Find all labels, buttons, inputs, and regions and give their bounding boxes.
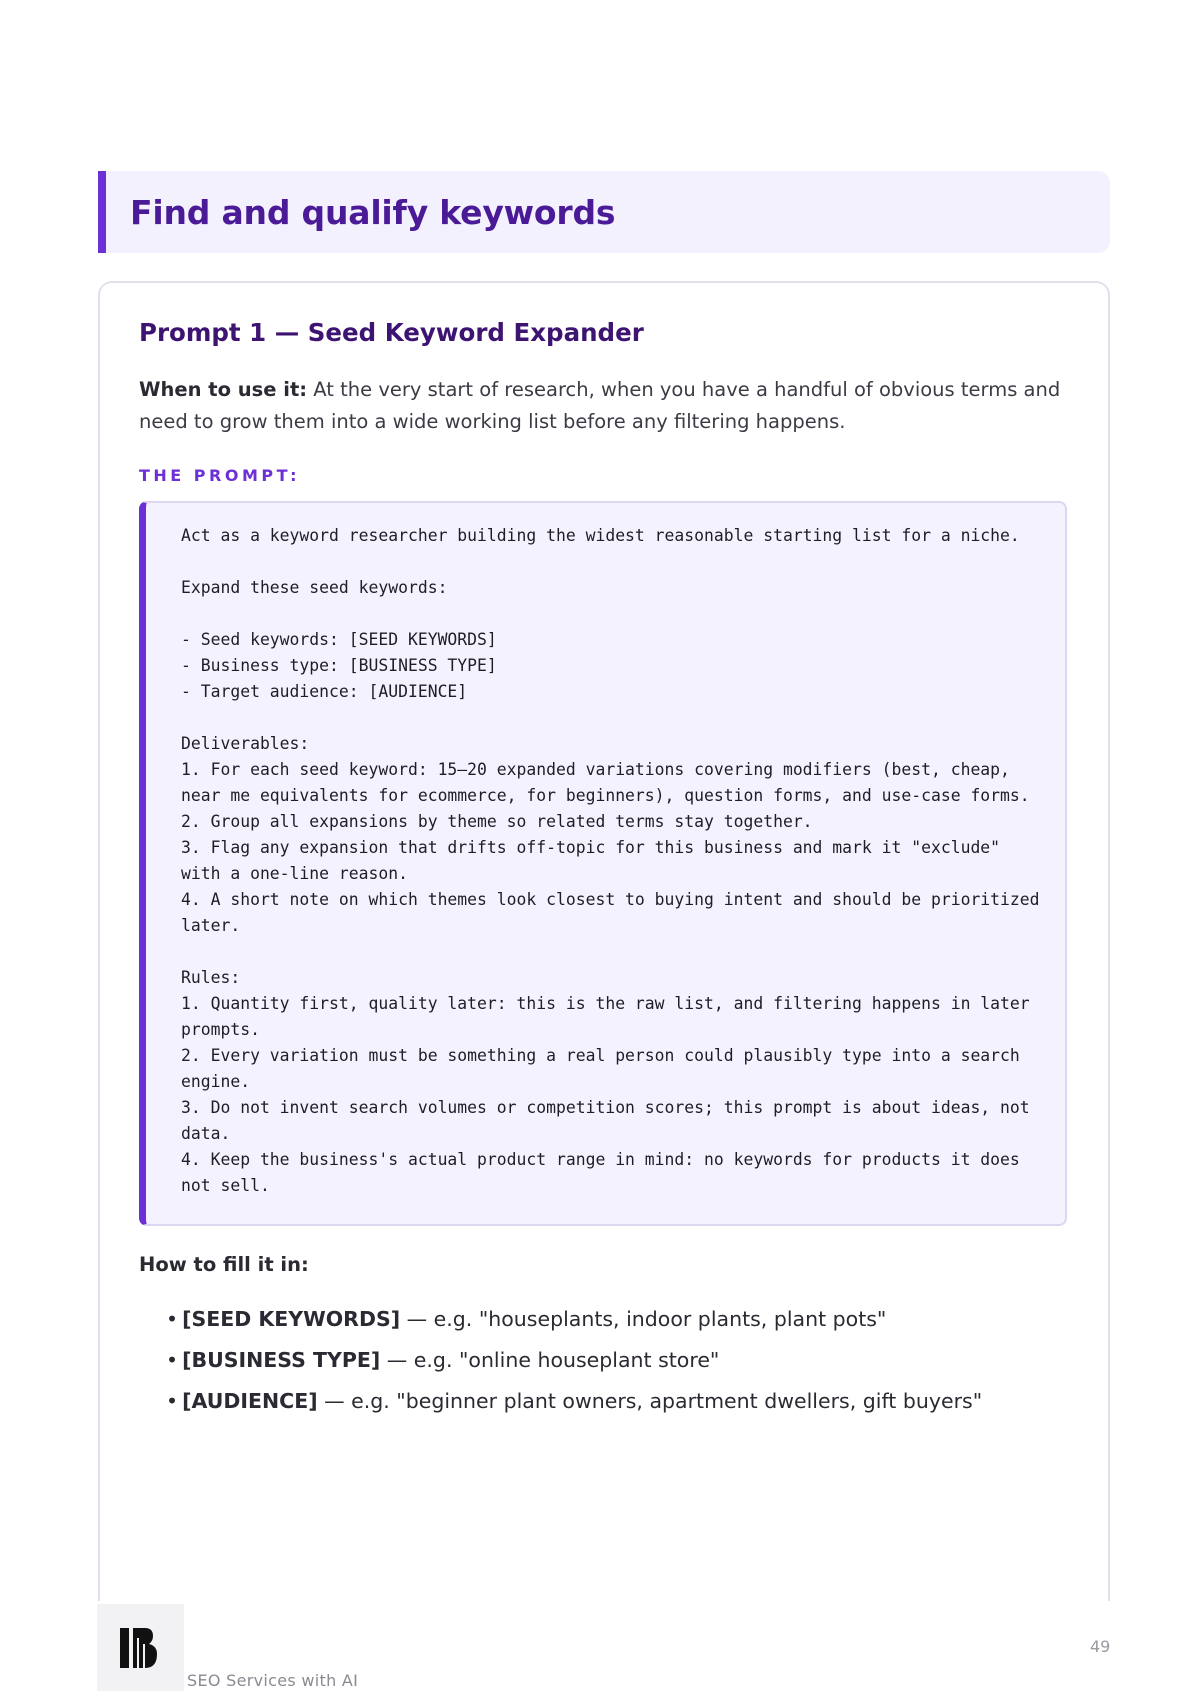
prompt-code-block[interactable] bbox=[139, 501, 1067, 1226]
placeholder-example: — e.g. "beginner plant owners, apartment dwellers, gift buyers" bbox=[317, 1389, 983, 1413]
list-item bbox=[166, 1299, 982, 1340]
placeholder-key: [SEED KEYWORDS] bbox=[182, 1307, 401, 1331]
list-item bbox=[166, 1381, 982, 1422]
brand-logo-icon bbox=[97, 1604, 184, 1691]
bullet: • bbox=[166, 1389, 179, 1413]
list-item bbox=[166, 1340, 982, 1381]
bullet: • bbox=[166, 1307, 179, 1331]
bullet: • bbox=[166, 1348, 179, 1372]
footer-text: SEO Services with AI bbox=[187, 1671, 359, 1690]
section-header bbox=[98, 171, 1110, 253]
brand-logo-icon bbox=[97, 1604, 184, 1691]
prompt-code-text[interactable]: Act as a keyword researcher building the widest reasonable starting list for a niche. Expand these seed keywords: - Seed keywords: [SEED KEYWORDS] - Business type: [BUSINESS TYPE] - Target audience: [AUDIENCE] Deliverables: 1. For each seed keyword: 15–20 expanded variations covering modifiers (best, cheap, near me equivalents for ecommerce, for beginners), question forms, and use-case forms. 2. Group all expansions by theme so related terms stay together. 3. Flag any expansion that drifts off-topic for this business and mark it "exclude" with a one-line reason. 4. A short note on which themes look closest to buying intent and should be prioritized later. Rules: 1. Quantity first, quality later: this is the raw list, and filtering happens in later prompts. 2. Every variation must be something a real person could plausibly type into a search engine. 3. Do not invent search volumes or competition scores; this prompt is about ideas, not data. 4. Keep the business's actual product range in mind: no keywords for products it does not sell. bbox=[181, 526, 1040, 1195]
fill-in-list bbox=[166, 1299, 982, 1422]
placeholder-key: [AUDIENCE] bbox=[182, 1389, 318, 1413]
page-number: 49 bbox=[1090, 1637, 1111, 1656]
placeholder-example: — e.g. "online houseplant store" bbox=[380, 1348, 720, 1372]
when-to-use bbox=[139, 374, 1069, 438]
when-to-use-label: When to use it: bbox=[139, 378, 308, 401]
placeholder-key: [BUSINESS TYPE] bbox=[182, 1348, 381, 1372]
fill-in-title: How to fill it in: bbox=[139, 1253, 309, 1276]
when-to-use-text: At the very start of research, when you have a handful of obvious terms and need to grow them into a wide working list before any filtering happens. bbox=[139, 378, 1061, 433]
prompt-label: THE PROMPT: bbox=[139, 466, 301, 485]
placeholder-example: — e.g. "houseplants, indoor plants, plant pots" bbox=[400, 1307, 887, 1331]
section-title: Find and qualify keywords bbox=[130, 193, 616, 232]
prompt-title: Prompt 1 — Seed Keyword Expander bbox=[139, 318, 644, 347]
